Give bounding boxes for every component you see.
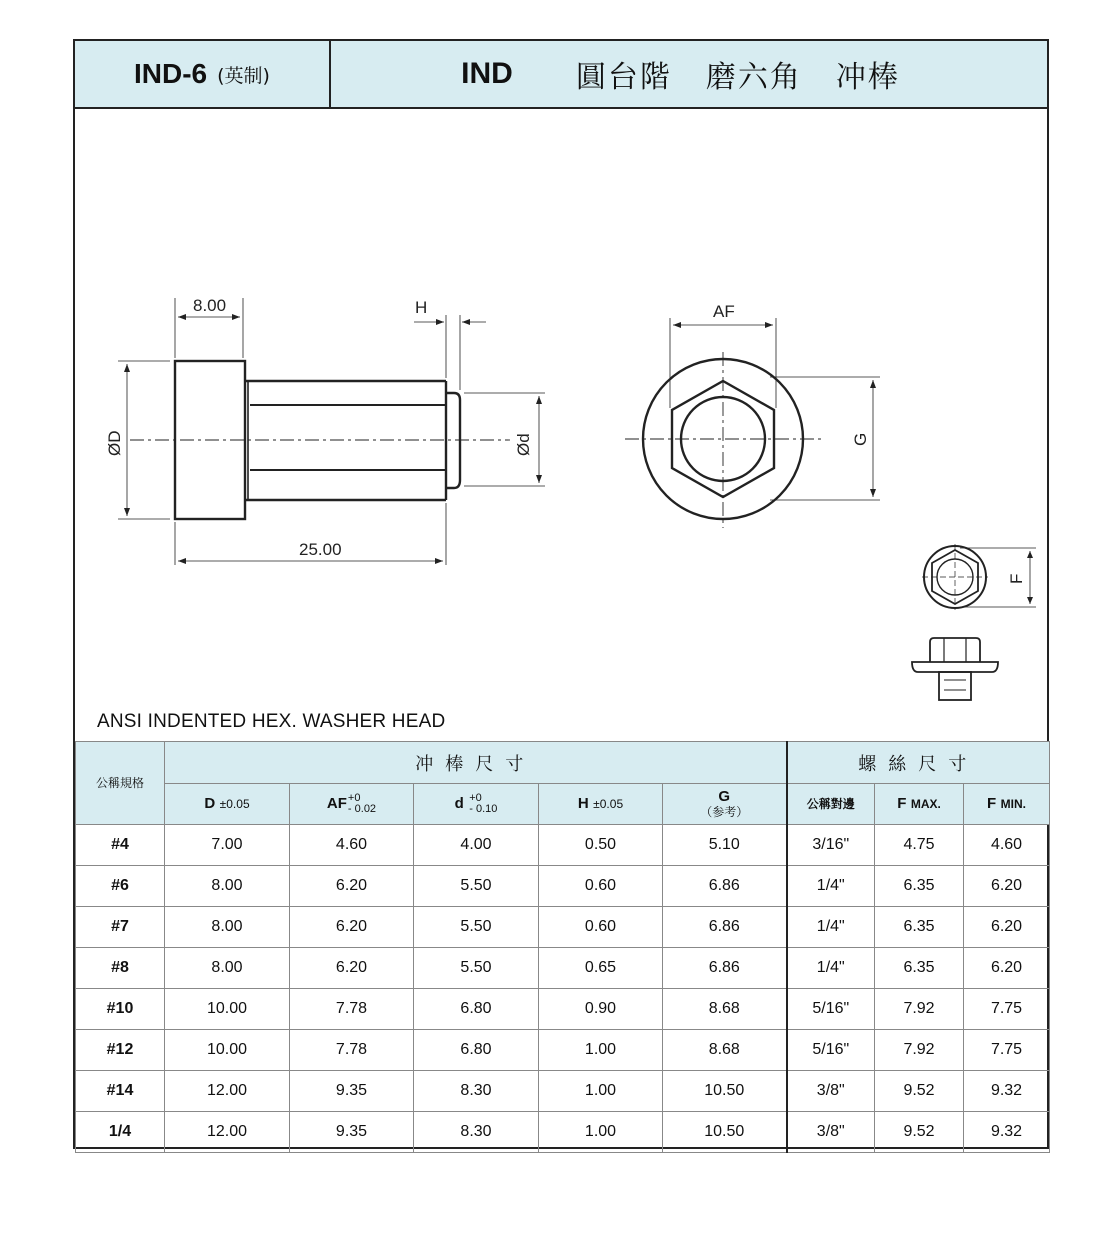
- dim-label-D: ØD: [105, 430, 124, 456]
- cell-D: 7.00: [165, 825, 290, 866]
- col-H-header: H ±0.05: [539, 784, 663, 825]
- cell-H: 1.00: [539, 1112, 663, 1153]
- cell-AF: 9.35: [290, 1071, 414, 1112]
- table-row: [76, 948, 1050, 989]
- col-D-header: D ±0.05: [165, 784, 290, 825]
- dim-total-length: 25.00: [299, 540, 342, 559]
- cell-d: 6.80: [414, 1030, 539, 1071]
- dim-label-AF: AF: [713, 302, 735, 321]
- cell-H: 0.65: [539, 948, 663, 989]
- cell-d: 5.50: [414, 907, 539, 948]
- cell-nominal: 3/8": [787, 1112, 875, 1153]
- col-spec-header: 公稱規格: [76, 742, 165, 825]
- cell-spec: #12: [76, 1030, 165, 1071]
- cell-AF: 4.60: [290, 825, 414, 866]
- title-word-2: 磨六角: [705, 60, 802, 95]
- cell-nominal: 1/4": [787, 907, 875, 948]
- drawing-caption: ANSI INDENTED HEX. WASHER HEAD: [97, 711, 446, 732]
- table-row: [76, 825, 1050, 866]
- spec-table: [75, 741, 1050, 1153]
- cell-D: 8.00: [165, 948, 290, 989]
- title-ind: IND: [461, 57, 513, 90]
- col-Fmin-header: F MIN.: [964, 784, 1050, 825]
- cell-D: 10.00: [165, 989, 290, 1030]
- cell-Fmax: 7.92: [875, 1030, 964, 1071]
- cell-AF: 7.78: [290, 1030, 414, 1071]
- dim-head-length: 8.00: [193, 296, 227, 315]
- title-word-1: 圓台階: [575, 60, 672, 95]
- group-punch-header: 冲棒尺寸: [165, 742, 787, 784]
- cell-AF: 6.20: [290, 907, 414, 948]
- cell-G: 8.68: [663, 1030, 787, 1071]
- table-row: [76, 1030, 1050, 1071]
- cell-Fmin: 9.32: [964, 1071, 1050, 1112]
- cell-G: 5.10: [663, 825, 787, 866]
- cell-H: 1.00: [539, 1030, 663, 1071]
- cell-d: 5.50: [414, 948, 539, 989]
- cell-Fmax: 6.35: [875, 866, 964, 907]
- cell-Fmin: 7.75: [964, 1030, 1050, 1071]
- table-row: [76, 907, 1050, 948]
- cell-Fmin: 6.20: [964, 948, 1050, 989]
- cell-d: 8.30: [414, 1071, 539, 1112]
- cell-H: 1.00: [539, 1071, 663, 1112]
- cell-Fmin: 6.20: [964, 866, 1050, 907]
- table-row: [76, 1112, 1050, 1153]
- cell-G: 10.50: [663, 1112, 787, 1153]
- table-row: [76, 989, 1050, 1030]
- product-code-sub: (英制): [217, 64, 270, 87]
- product-code: IND-6: [134, 58, 208, 89]
- cell-Fmax: 6.35: [875, 948, 964, 989]
- cell-Fmax: 9.52: [875, 1071, 964, 1112]
- cell-spec: #4: [76, 825, 165, 866]
- cell-d: 5.50: [414, 866, 539, 907]
- table-row: [76, 1071, 1050, 1112]
- cell-Fmax: 4.75: [875, 825, 964, 866]
- cell-D: 12.00: [165, 1112, 290, 1153]
- cell-H: 0.60: [539, 907, 663, 948]
- title-word-3: 冲棒: [835, 60, 900, 95]
- cell-d: 8.30: [414, 1112, 539, 1153]
- cell-d: 6.80: [414, 989, 539, 1030]
- cell-G: 6.86: [663, 948, 787, 989]
- cell-Fmax: 7.92: [875, 989, 964, 1030]
- cell-AF: 6.20: [290, 948, 414, 989]
- col-G-header: G （参考）: [663, 784, 787, 825]
- table-row: [76, 866, 1050, 907]
- cell-G: 8.68: [663, 989, 787, 1030]
- cell-Fmin: 7.75: [964, 989, 1050, 1030]
- col-d-header: d +0 - 0.10: [414, 784, 539, 825]
- dim-label-H: H: [415, 298, 428, 317]
- cell-G: 6.86: [663, 866, 787, 907]
- col-Fmax-header: F MAX.: [875, 784, 964, 825]
- cell-AF: 6.20: [290, 866, 414, 907]
- cell-Fmin: 4.60: [964, 825, 1050, 866]
- cell-spec: #8: [76, 948, 165, 989]
- cell-spec: #7: [76, 907, 165, 948]
- cell-nominal: 1/4": [787, 866, 875, 907]
- cell-spec: #14: [76, 1071, 165, 1112]
- cell-G: 10.50: [663, 1071, 787, 1112]
- cell-spec: 1/4: [76, 1112, 165, 1153]
- cell-D: 8.00: [165, 866, 290, 907]
- cell-AF: 9.35: [290, 1112, 414, 1153]
- cell-spec: #6: [76, 866, 165, 907]
- cell-D: 10.00: [165, 1030, 290, 1071]
- cell-H: 0.50: [539, 825, 663, 866]
- cell-AF: 7.78: [290, 989, 414, 1030]
- group-screw-header: 螺絲尺寸: [787, 742, 1050, 784]
- dim-label-F: F: [1007, 573, 1026, 584]
- cell-d: 4.00: [414, 825, 539, 866]
- cell-H: 0.90: [539, 989, 663, 1030]
- dim-label-d: Ød: [514, 433, 533, 456]
- col-AF-header: AF+0 - 0.02: [290, 784, 414, 825]
- dim-label-G: G: [851, 432, 870, 446]
- cell-nominal: 3/8": [787, 1071, 875, 1112]
- cell-Fmax: 9.52: [875, 1112, 964, 1153]
- cell-Fmin: 9.32: [964, 1112, 1050, 1153]
- cell-nominal: 5/16": [787, 989, 875, 1030]
- cell-Fmax: 6.35: [875, 907, 964, 948]
- col-nominal-header: 公稱對邊: [787, 784, 875, 825]
- cell-D: 12.00: [165, 1071, 290, 1112]
- cell-H: 0.60: [539, 866, 663, 907]
- cell-Fmin: 6.20: [964, 907, 1050, 948]
- cell-nominal: 1/4": [787, 948, 875, 989]
- cell-nominal: 3/16": [787, 825, 875, 866]
- cell-spec: #10: [76, 989, 165, 1030]
- cell-G: 6.86: [663, 907, 787, 948]
- cell-nominal: 5/16": [787, 1030, 875, 1071]
- cell-D: 8.00: [165, 907, 290, 948]
